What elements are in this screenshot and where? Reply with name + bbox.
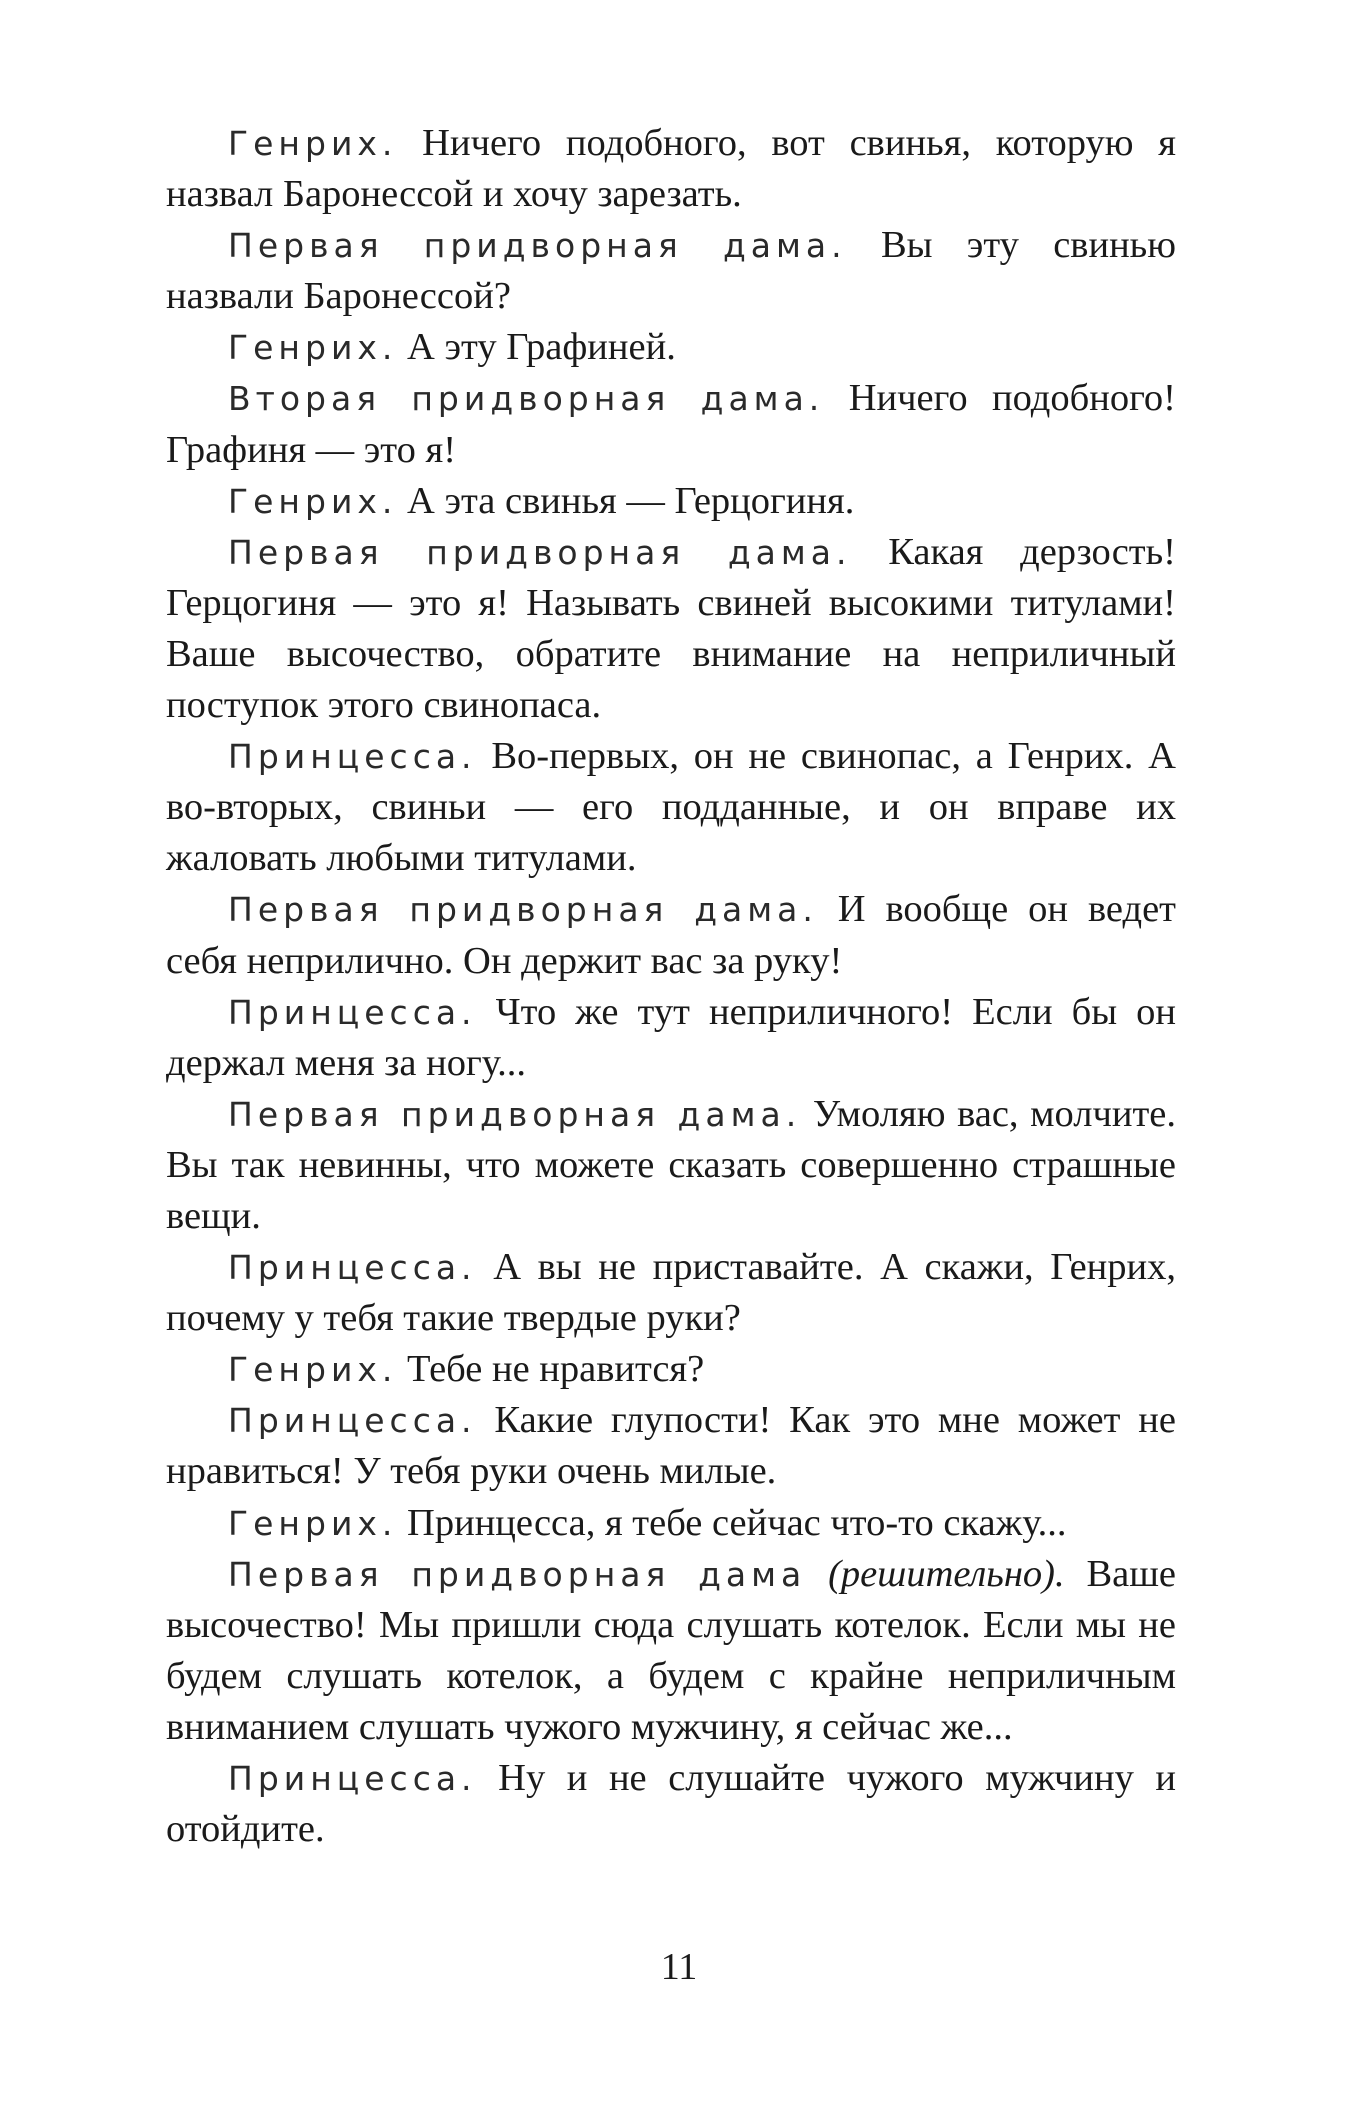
dialogue-line xyxy=(166,476,1176,527)
line-text: Какая дерзость! Герцогиня — это я! Называть свиней высокими титулами! Ваше высочество, обратите внимание на неприличный поступок этого свинопаса. xyxy=(166,530,1177,727)
line-text: А эта свинья — Герцогиня. xyxy=(397,479,855,522)
dialogue-line xyxy=(166,118,1176,220)
speaker-name: Первая придворная дама. xyxy=(228,1094,802,1134)
speaker-name: Первая придворная дама. xyxy=(228,226,847,266)
line-text: Что же тут неприличного! Если бы он держал меня за ногу... xyxy=(166,990,1176,1084)
dialogue-line xyxy=(166,373,1176,475)
line-text: Принцесса, я тебе сейчас что-то скажу... xyxy=(397,1501,1067,1544)
dialogue-line xyxy=(166,1344,1176,1395)
dialogue-line xyxy=(166,1753,1176,1855)
speaker-name: Первая придворная дама. xyxy=(228,890,818,930)
line-text: А вы не приставайте. А скажи, Генрих, почему у тебя такие твердые руки? xyxy=(166,1246,1176,1340)
speaker-name: Вторая придворная дама. xyxy=(228,379,825,419)
line-text: Ничего подобного, вот свинья, которую я назвал Баронессой и хочу зарезать. xyxy=(166,122,1176,216)
speaker-name: Первая придворная дама xyxy=(228,1554,807,1594)
line-text: Умоляю вас, молчите. Вы так невинны, что можете сказать совершенно страшные вещи. xyxy=(166,1092,1176,1237)
line-text: Ну и не слушайте чужого мужчину и отойдите. xyxy=(166,1757,1176,1851)
line-text: Во-первых, он не свинопас, а Генрих. А во-вторых, свиньи — его подданные, и он вправе их жаловать любыми титулами. xyxy=(166,735,1176,880)
dialogue-line xyxy=(166,884,1176,986)
dialogue-line xyxy=(166,322,1176,373)
speaker-name: Принцесса. xyxy=(228,992,477,1032)
dialogue-line xyxy=(166,1395,1176,1497)
dialogue-line xyxy=(166,220,1176,322)
line-text: И вообще он ведет себя неприлично. Он держит вас за руку! xyxy=(166,888,1176,982)
speaker-name: Принцесса. xyxy=(228,1401,477,1441)
line-text: Вы эту свинью назвали Баронессой? xyxy=(166,224,1177,318)
stage-remark: (решительно). xyxy=(806,1552,1065,1595)
play-text xyxy=(166,118,1176,1855)
line-text: Тебе не нравится? xyxy=(397,1348,705,1391)
dialogue-line xyxy=(166,731,1176,884)
speaker-name: Первая придворная дама. xyxy=(228,532,852,572)
line-text: Какие глупости! Как это мне может не нравиться! У тебя руки очень милые. xyxy=(166,1399,1176,1493)
speaker-name: Генрих. xyxy=(228,124,398,163)
dialogue-line xyxy=(166,527,1176,731)
line-text: А эту Графиней. xyxy=(397,326,676,369)
page-number: 11 xyxy=(660,1946,698,1988)
speaker-name: Принцесса. xyxy=(228,1759,477,1798)
speaker-name: Принцесса. xyxy=(228,737,477,777)
speaker-name: Генрих. xyxy=(228,1350,398,1390)
speaker-name: Генрих. xyxy=(228,1503,398,1543)
dialogue-line xyxy=(166,987,1176,1089)
dialogue-line xyxy=(166,1549,1176,1753)
speaker-name: Генрих. xyxy=(228,481,398,521)
line-text: Ваше высочество! Мы пришли сюда слушать котелок. Если мы не будем слушать котелок, а будем с крайне неприличным вниманием слушать чужого мужчину, я сейчас же... xyxy=(166,1552,1176,1748)
dialogue-line xyxy=(166,1498,1176,1549)
speaker-name: Генрих. xyxy=(228,328,398,368)
dialogue-line xyxy=(166,1242,1176,1344)
dialogue-line xyxy=(166,1089,1176,1242)
line-text: Ничего подобного! Графиня — это я! xyxy=(166,377,1176,471)
speaker-name: Принцесса. xyxy=(228,1248,477,1288)
